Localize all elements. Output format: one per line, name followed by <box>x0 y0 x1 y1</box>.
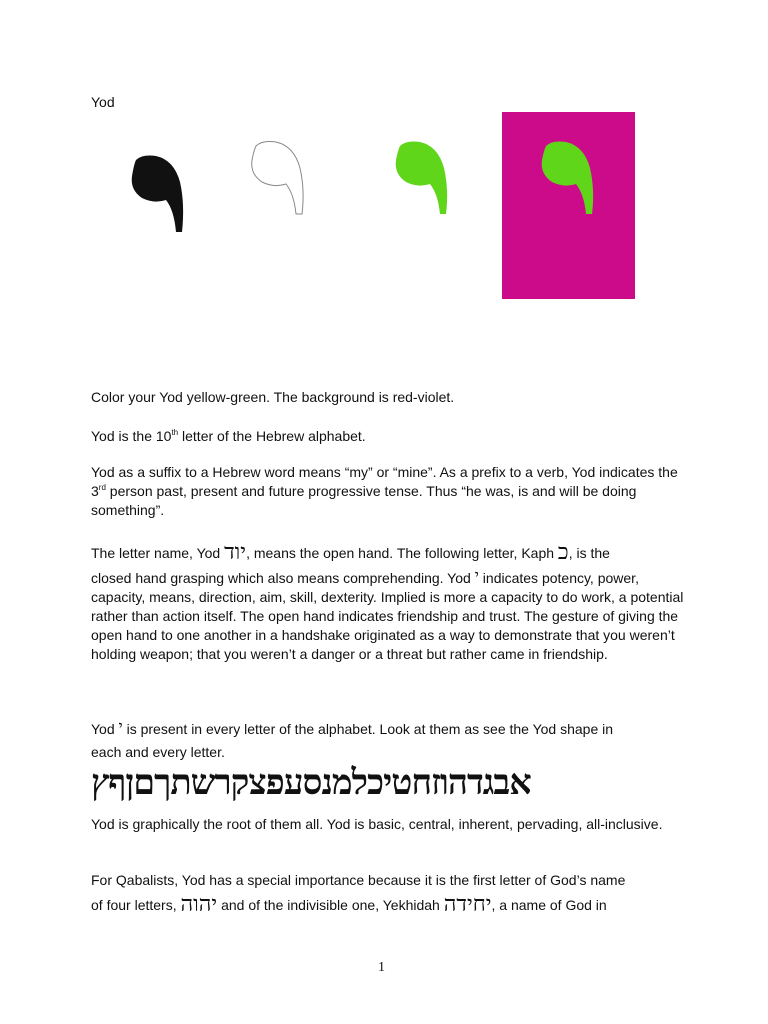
p7-text-d: , a name of God in <box>491 897 607 913</box>
paragraph-coloring: Color your Yod yellow-green. The background is red-violet. <box>91 389 455 405</box>
hebrew-tetragrammaton: יהוה <box>180 892 218 917</box>
paragraph-suffix-prefix <box>91 463 691 520</box>
paragraph-tenth-letter <box>91 427 691 446</box>
p4-text-b: , means the open hand. The following letter, Kaph <box>246 545 558 561</box>
yod-colored-card <box>502 112 635 299</box>
yod-black-shape <box>132 156 183 233</box>
p4-first-line <box>91 540 691 565</box>
paragraph-every-letter <box>91 717 691 762</box>
hebrew-yod-letter-2: י <box>118 717 123 736</box>
hebrew-yod-word: יוד <box>224 540 247 565</box>
p4-text-d: closed hand grasping which also means comprehending. Yod <box>91 570 475 586</box>
hebrew-kaph: כ <box>557 540 569 565</box>
hebrew-alphabet: אבגדהוזחטיכלמנסעפצקרשתךםןףץ <box>91 762 531 803</box>
p3-text: Yod as a suffix to a Hebrew word means “my” or “mine”. As a prefix to a verb, Yod indicates the 3 <box>91 464 678 499</box>
yod-green-glyph <box>392 138 452 218</box>
p7-first-line: For Qabalists, Yod has a special importance because it is the first letter of God’s name <box>91 872 626 888</box>
yod-outline-shape <box>252 142 303 215</box>
p2-superscript: th <box>171 428 179 437</box>
p4-text-e: indicates potency, power, capacity, means, direction, aim, skill, dexterity. Implied is more a capacity to do work, a potential rather than action itself. The open hand indicates friendship and trust. The gesture of giving the open hand to one another in a handshake originated as a way to demonstrate that you weren’t holding weapon; that you weren’t a danger or a threat but rather came in friendship. <box>91 570 684 662</box>
p2-text-end: letter of the Hebrew alphabet. <box>178 428 366 444</box>
yod-green-on-violet-shape <box>542 142 593 215</box>
p7-text-b: of four letters, <box>91 897 181 913</box>
p5-first-line <box>91 717 691 739</box>
p5-text-b: is present in every letter of the alphabet. Look at them as see the Yod shape in <box>122 721 614 737</box>
yod-black-glyph <box>128 152 188 237</box>
yod-green-shape <box>396 142 447 215</box>
p5-text-c: each and every letter. <box>91 744 225 760</box>
p3-text-end: person past, present and future progressive tense. Thus “he was, is and will be doing something”. <box>91 483 637 518</box>
p4-text-c: , is the <box>568 545 610 561</box>
page-number: 1 <box>378 960 385 975</box>
paragraph-qabalists <box>91 871 691 915</box>
p2-text: Yod is the 10 <box>91 428 172 444</box>
page-title: Yod <box>91 94 115 110</box>
p3-superscript: rd <box>98 483 106 492</box>
p5-text-a: Yod <box>91 721 119 737</box>
p4-text-a: The letter name, Yod <box>91 545 225 561</box>
hebrew-yod-letter: י <box>474 566 479 585</box>
paragraph-open-hand <box>91 540 691 664</box>
hebrew-yekhidah: יחידה <box>443 892 492 917</box>
p7-text-c: and of the indivisible one, Yekhidah <box>217 897 444 913</box>
yod-outline-glyph <box>248 138 308 218</box>
paragraph-root: Yod is graphically the root of them all. Yod is basic, central, inherent, pervading, all-inclusive. <box>91 816 663 832</box>
